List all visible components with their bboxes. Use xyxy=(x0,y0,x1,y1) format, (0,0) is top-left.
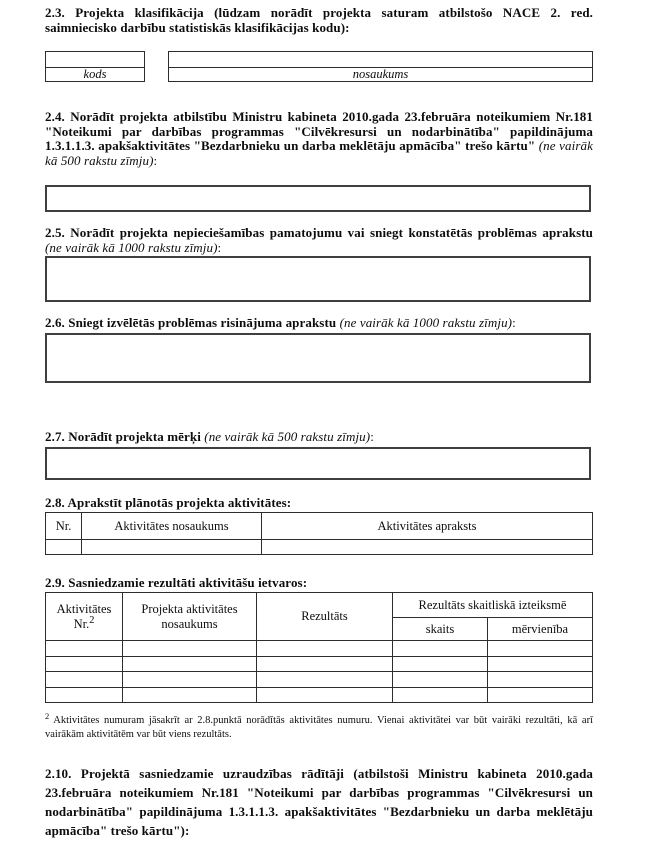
header-line: Aktivitātes xyxy=(56,601,112,616)
col-header-count: skaits xyxy=(393,618,488,641)
table-row xyxy=(46,656,593,672)
col-header-project-activity-name: Projekta aktivitātes nosaukums xyxy=(123,593,257,641)
heading-colon: : xyxy=(153,152,158,168)
empty-cell[interactable] xyxy=(257,656,393,672)
section-2-3-heading: 2.3. Projekta klasifikācija (lūdzam norādīt projekta saturam atbilstošo NACE 2. red. saimniecisko darbību statistiskās klasifikācijas kodu): xyxy=(45,5,593,35)
empty-cell[interactable] xyxy=(393,656,488,672)
nace-code-label: kods xyxy=(46,68,145,82)
heading-text: 2.7. Norādīt projekta mērķi xyxy=(45,429,205,444)
empty-cell[interactable] xyxy=(82,540,262,555)
heading-colon: : xyxy=(512,315,516,330)
heading-colon: : xyxy=(370,429,374,444)
section-2-8-table-wrap xyxy=(45,512,593,555)
char-limit-note: (ne vairāk kā 500 rakstu zīmju) xyxy=(204,429,371,444)
empty-cell[interactable] xyxy=(393,641,488,657)
heading-text: 2.6. Sniegt izvēlētās problēmas risinājuma aprakstu xyxy=(45,315,340,330)
col-header-numeric-group: Rezultāts skaitliskā izteiksmē xyxy=(393,593,593,618)
table-row xyxy=(46,687,593,703)
col-header-unit: mērvienība xyxy=(488,618,593,641)
heading-text: 2.4. Norādīt projekta atbilstību Ministru kabineta 2010.gada 23.februāra noteikumiem Nr.181 "Noteikumi par darbības programmas "Cilvēkresursi un nodarbinātība" papildinājuma 1.3.1.1.3. apakšaktivitātes "Bezdarbnieku un darba meklētāju apmācība" trešo kārtu" xyxy=(45,109,593,153)
empty-cell[interactable] xyxy=(257,641,393,657)
empty-cell[interactable] xyxy=(123,687,257,703)
footnote-marker: 2 xyxy=(45,710,50,721)
heading-colon: : xyxy=(217,239,222,255)
empty-cell[interactable] xyxy=(123,641,257,657)
section-2-9-table-wrap xyxy=(45,592,593,703)
footnote-ref: 2 xyxy=(89,614,95,626)
table-row xyxy=(46,641,593,657)
char-limit-note: (ne vairāk kā 1000 rakstu zīmju) xyxy=(339,315,513,330)
header-line: Nr. xyxy=(73,616,90,631)
char-limit-note: (ne vairāk kā 500 rakstu zīmju) xyxy=(45,138,593,168)
footnote xyxy=(45,710,593,741)
nace-name-input-cell[interactable] xyxy=(169,52,593,68)
empty-cell[interactable] xyxy=(488,687,593,703)
section-2-3-tables xyxy=(45,51,593,82)
nace-name-label: nosaukums xyxy=(169,68,593,82)
section-2-6-heading xyxy=(45,316,593,331)
col-header-activity-description: Aktivitātes apraksts xyxy=(262,513,593,540)
empty-cell[interactable] xyxy=(257,687,393,703)
col-header-activity-nr xyxy=(46,593,123,641)
table-row xyxy=(46,540,593,555)
empty-cell[interactable] xyxy=(123,672,257,688)
section-2-5-input-box[interactable] xyxy=(45,256,591,302)
section-2-6-input-box[interactable] xyxy=(45,333,591,383)
col-header-nr: Nr. xyxy=(46,513,82,540)
nace-name-table xyxy=(168,51,593,82)
empty-cell[interactable] xyxy=(393,687,488,703)
nace-code-input-cell[interactable] xyxy=(46,52,145,68)
empty-cell[interactable] xyxy=(488,656,593,672)
section-2-7-heading xyxy=(45,430,593,445)
empty-cell[interactable] xyxy=(393,672,488,688)
section-2-4-input-box[interactable] xyxy=(45,185,591,212)
empty-cell[interactable] xyxy=(488,672,593,688)
heading-text: 2.5. Norādīt projekta nepieciešamības pamatojumu vai sniegt konstatētās problēmas aprakstu xyxy=(45,225,593,240)
section-2-9-heading: 2.9. Sasniedzamie rezultāti aktivitāšu ietvaros: xyxy=(45,575,308,590)
empty-cell[interactable] xyxy=(46,656,123,672)
table-row xyxy=(46,672,593,688)
empty-cell[interactable] xyxy=(488,641,593,657)
section-2-8-heading: 2.8. Aprakstīt plānotās projekta aktivitātes: xyxy=(45,495,292,510)
empty-cell[interactable] xyxy=(46,540,82,555)
col-header-activity-name: Aktivitātes nosaukums xyxy=(82,513,262,540)
section-2-10-heading: 2.10. Projektā sasniedzamie uzraudzības rādītāji (atbilstoši Ministru kabineta 2010.gada 23.februāra noteikumiem Nr.181 "Noteikumi par darbības programmas "Cilvēkresursi un nodarbinātība" papildinājuma 1.3.1.1.3. apakšaktivitātes "Bezdarbnieku un darba meklētāju apmācība" trešo kārtu"): xyxy=(45,766,593,838)
section-2-5-heading xyxy=(45,226,593,255)
col-header-result: Rezultāts xyxy=(257,593,393,641)
char-limit-note: (ne vairāk kā 1000 rakstu zīmju) xyxy=(45,239,218,255)
empty-cell[interactable] xyxy=(46,641,123,657)
nace-code-table xyxy=(45,51,145,82)
empty-cell[interactable] xyxy=(257,672,393,688)
empty-cell[interactable] xyxy=(262,540,593,555)
section-2-4-heading xyxy=(45,110,593,168)
section-2-7-input-box[interactable] xyxy=(45,447,591,480)
results-table xyxy=(45,592,593,703)
footnote-text: Aktivitātes numuram jāsakrīt ar 2.8.punktā norādītās aktivitātes numuru. Vienai aktivitātei var būt vairāki rezultāti, kā arī vairākām aktivitātēm var būt viens rezultāts. xyxy=(45,715,593,740)
empty-cell[interactable] xyxy=(46,672,123,688)
empty-cell[interactable] xyxy=(46,687,123,703)
empty-cell[interactable] xyxy=(123,656,257,672)
activities-table xyxy=(45,512,593,555)
